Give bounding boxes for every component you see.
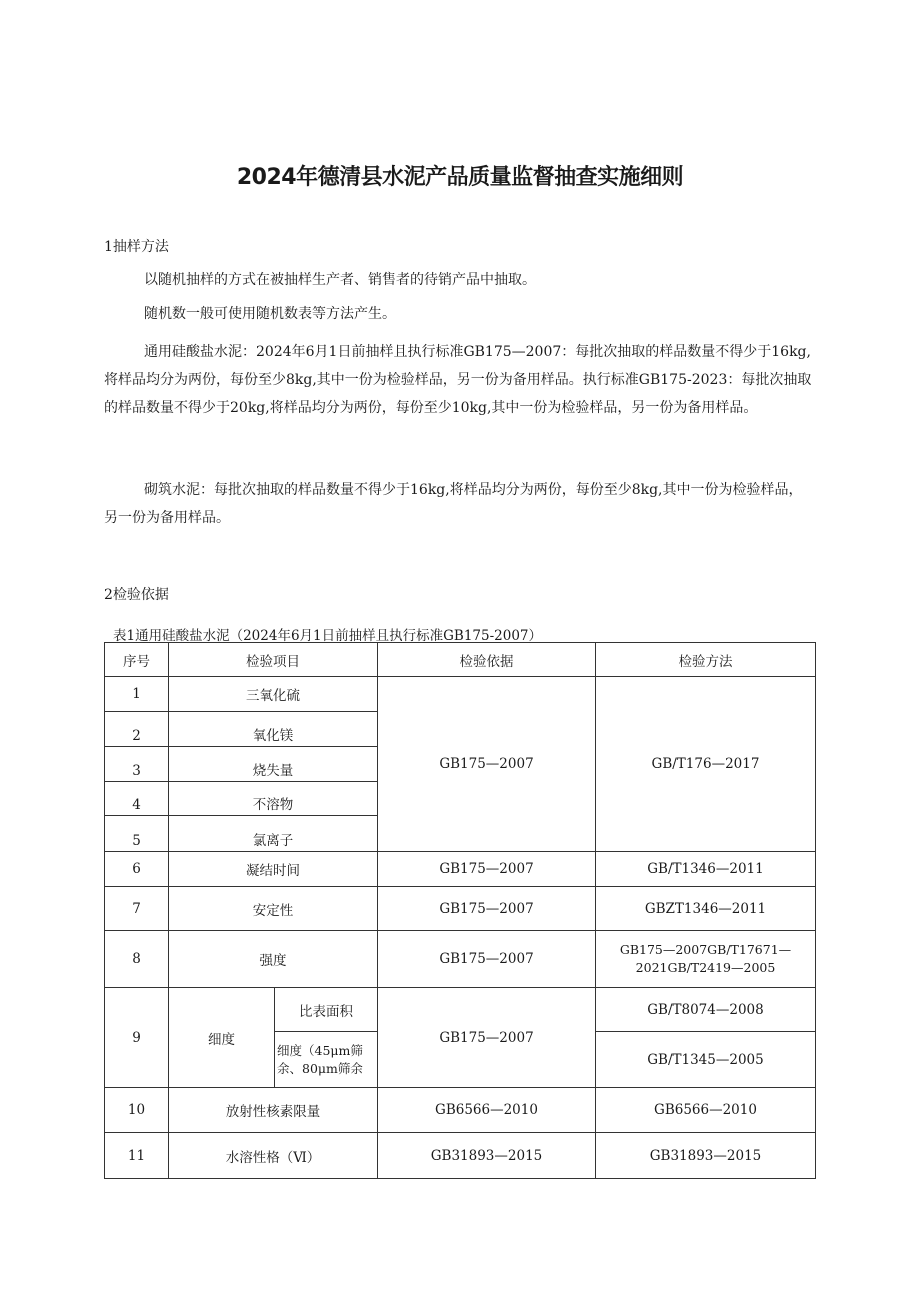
row-no: 9 [105, 988, 169, 1088]
table-row [105, 988, 816, 1032]
row-method: GB/T8074—2008 [596, 988, 816, 1032]
row-item: 氧化镁 [169, 712, 378, 747]
row-item: 氯离子 [169, 816, 378, 852]
header-method: 检验方法 [596, 643, 816, 677]
row-basis: GB6566—2010 [378, 1088, 596, 1133]
row-item: 水溶性格（Ⅵ） [169, 1133, 378, 1179]
row-item: 放射性核素限量 [169, 1088, 378, 1133]
row-no: 1 [105, 677, 169, 712]
row-method: GB/T1345—2005 [596, 1032, 816, 1088]
row-basis: GB31893—2015 [378, 1133, 596, 1179]
table-row [105, 1133, 816, 1179]
row-basis: GB175—2007 [378, 988, 596, 1088]
row-no: 8 [105, 931, 169, 988]
header-basis: 检验依据 [378, 643, 596, 677]
row-method: GBZT1346—2011 [596, 887, 816, 931]
group-method: GB/T176—2017 [596, 677, 816, 852]
paragraph-sampling-method: 以随机抽样的方式在被抽样生产者、销售者的待销产品中抽取。 [144, 272, 536, 288]
row-no: 6 [105, 852, 169, 887]
table-row [105, 931, 816, 988]
sub-item-line: 余、80μm筛余 [277, 1060, 363, 1076]
row-no: 7 [105, 887, 169, 931]
row-item: 强度 [169, 931, 378, 988]
table-row [105, 887, 816, 931]
row-no: 10 [105, 1088, 169, 1133]
header-no: 序号 [105, 643, 169, 677]
row-item: 不溶物 [169, 782, 378, 816]
row-item: 细度 [169, 988, 275, 1088]
row-method [596, 931, 816, 988]
paragraph-random-number: 随机数一般可使用随机数表等方法产生。 [144, 306, 396, 322]
table-row [105, 1088, 816, 1133]
row-no: 3 [105, 747, 169, 782]
document-title: 2024年德清县水泥产品质量监督抽查实施细则 [236, 165, 684, 190]
row-basis: GB175—2007 [378, 931, 596, 988]
row-item: 安定性 [169, 887, 378, 931]
row-method: GB/T1346—2011 [596, 852, 816, 887]
group-basis: GB175—2007 [378, 677, 596, 852]
paragraph-masonry-cement: 砌筑水泥：每批次抽取的样品数量不得少于16kg,将样品均分为两份，每份至少8kg,其中一份为检验样品，另一份为备用样品。 [104, 482, 803, 526]
row-basis: GB175—2007 [378, 852, 596, 887]
row-item: 烧失量 [169, 747, 378, 782]
table-row [105, 677, 816, 712]
method-line: 2021GB/T2419—2005 [635, 960, 776, 975]
row-item: 三氧化硫 [169, 677, 378, 712]
row-no: 4 [105, 782, 169, 816]
paragraph-portland-cement: 通用硅酸盐水泥：2024年6月1日前抽样且执行标准GB175—2007：每批次抽取的样品数量不得少于16kg,将样品均分为两份，每份至少8kg,其中一份为检验样品，另一份为备用样品。执行标准GB175-2023：每批次抽取的样品数量不得少于20kg,将样品均分为两份，每份至少10kg,其中一份为检验样品，另一份为备用样品。 [104, 344, 812, 416]
row-method: GB31893—2015 [596, 1133, 816, 1179]
header-item: 检验项目 [169, 643, 378, 677]
sub-item-line: 细度（45μm筛 [277, 1042, 363, 1058]
row-no: 11 [105, 1133, 169, 1179]
sub-item-specific-surface: 比表面积 [275, 988, 378, 1032]
sub-item-sieve-residue [275, 1032, 378, 1088]
row-no: 5 [105, 816, 169, 852]
row-item: 凝结时间 [169, 852, 378, 887]
table-caption: 表1通用硅酸盐水泥（2024年6月1日前抽样且执行标准GB175-2007） [113, 628, 543, 644]
inspection-table [104, 642, 816, 1179]
table-header-row [105, 643, 816, 677]
table-row [105, 852, 816, 887]
row-no: 2 [105, 712, 169, 747]
method-line: GB175—2007GB/T17671— [619, 942, 792, 957]
section-heading-basis: 2检验依据 [104, 587, 169, 603]
row-basis: GB175—2007 [378, 887, 596, 931]
row-method: GB6566—2010 [596, 1088, 816, 1133]
section-heading-sampling: 1抽样方法 [104, 239, 169, 255]
